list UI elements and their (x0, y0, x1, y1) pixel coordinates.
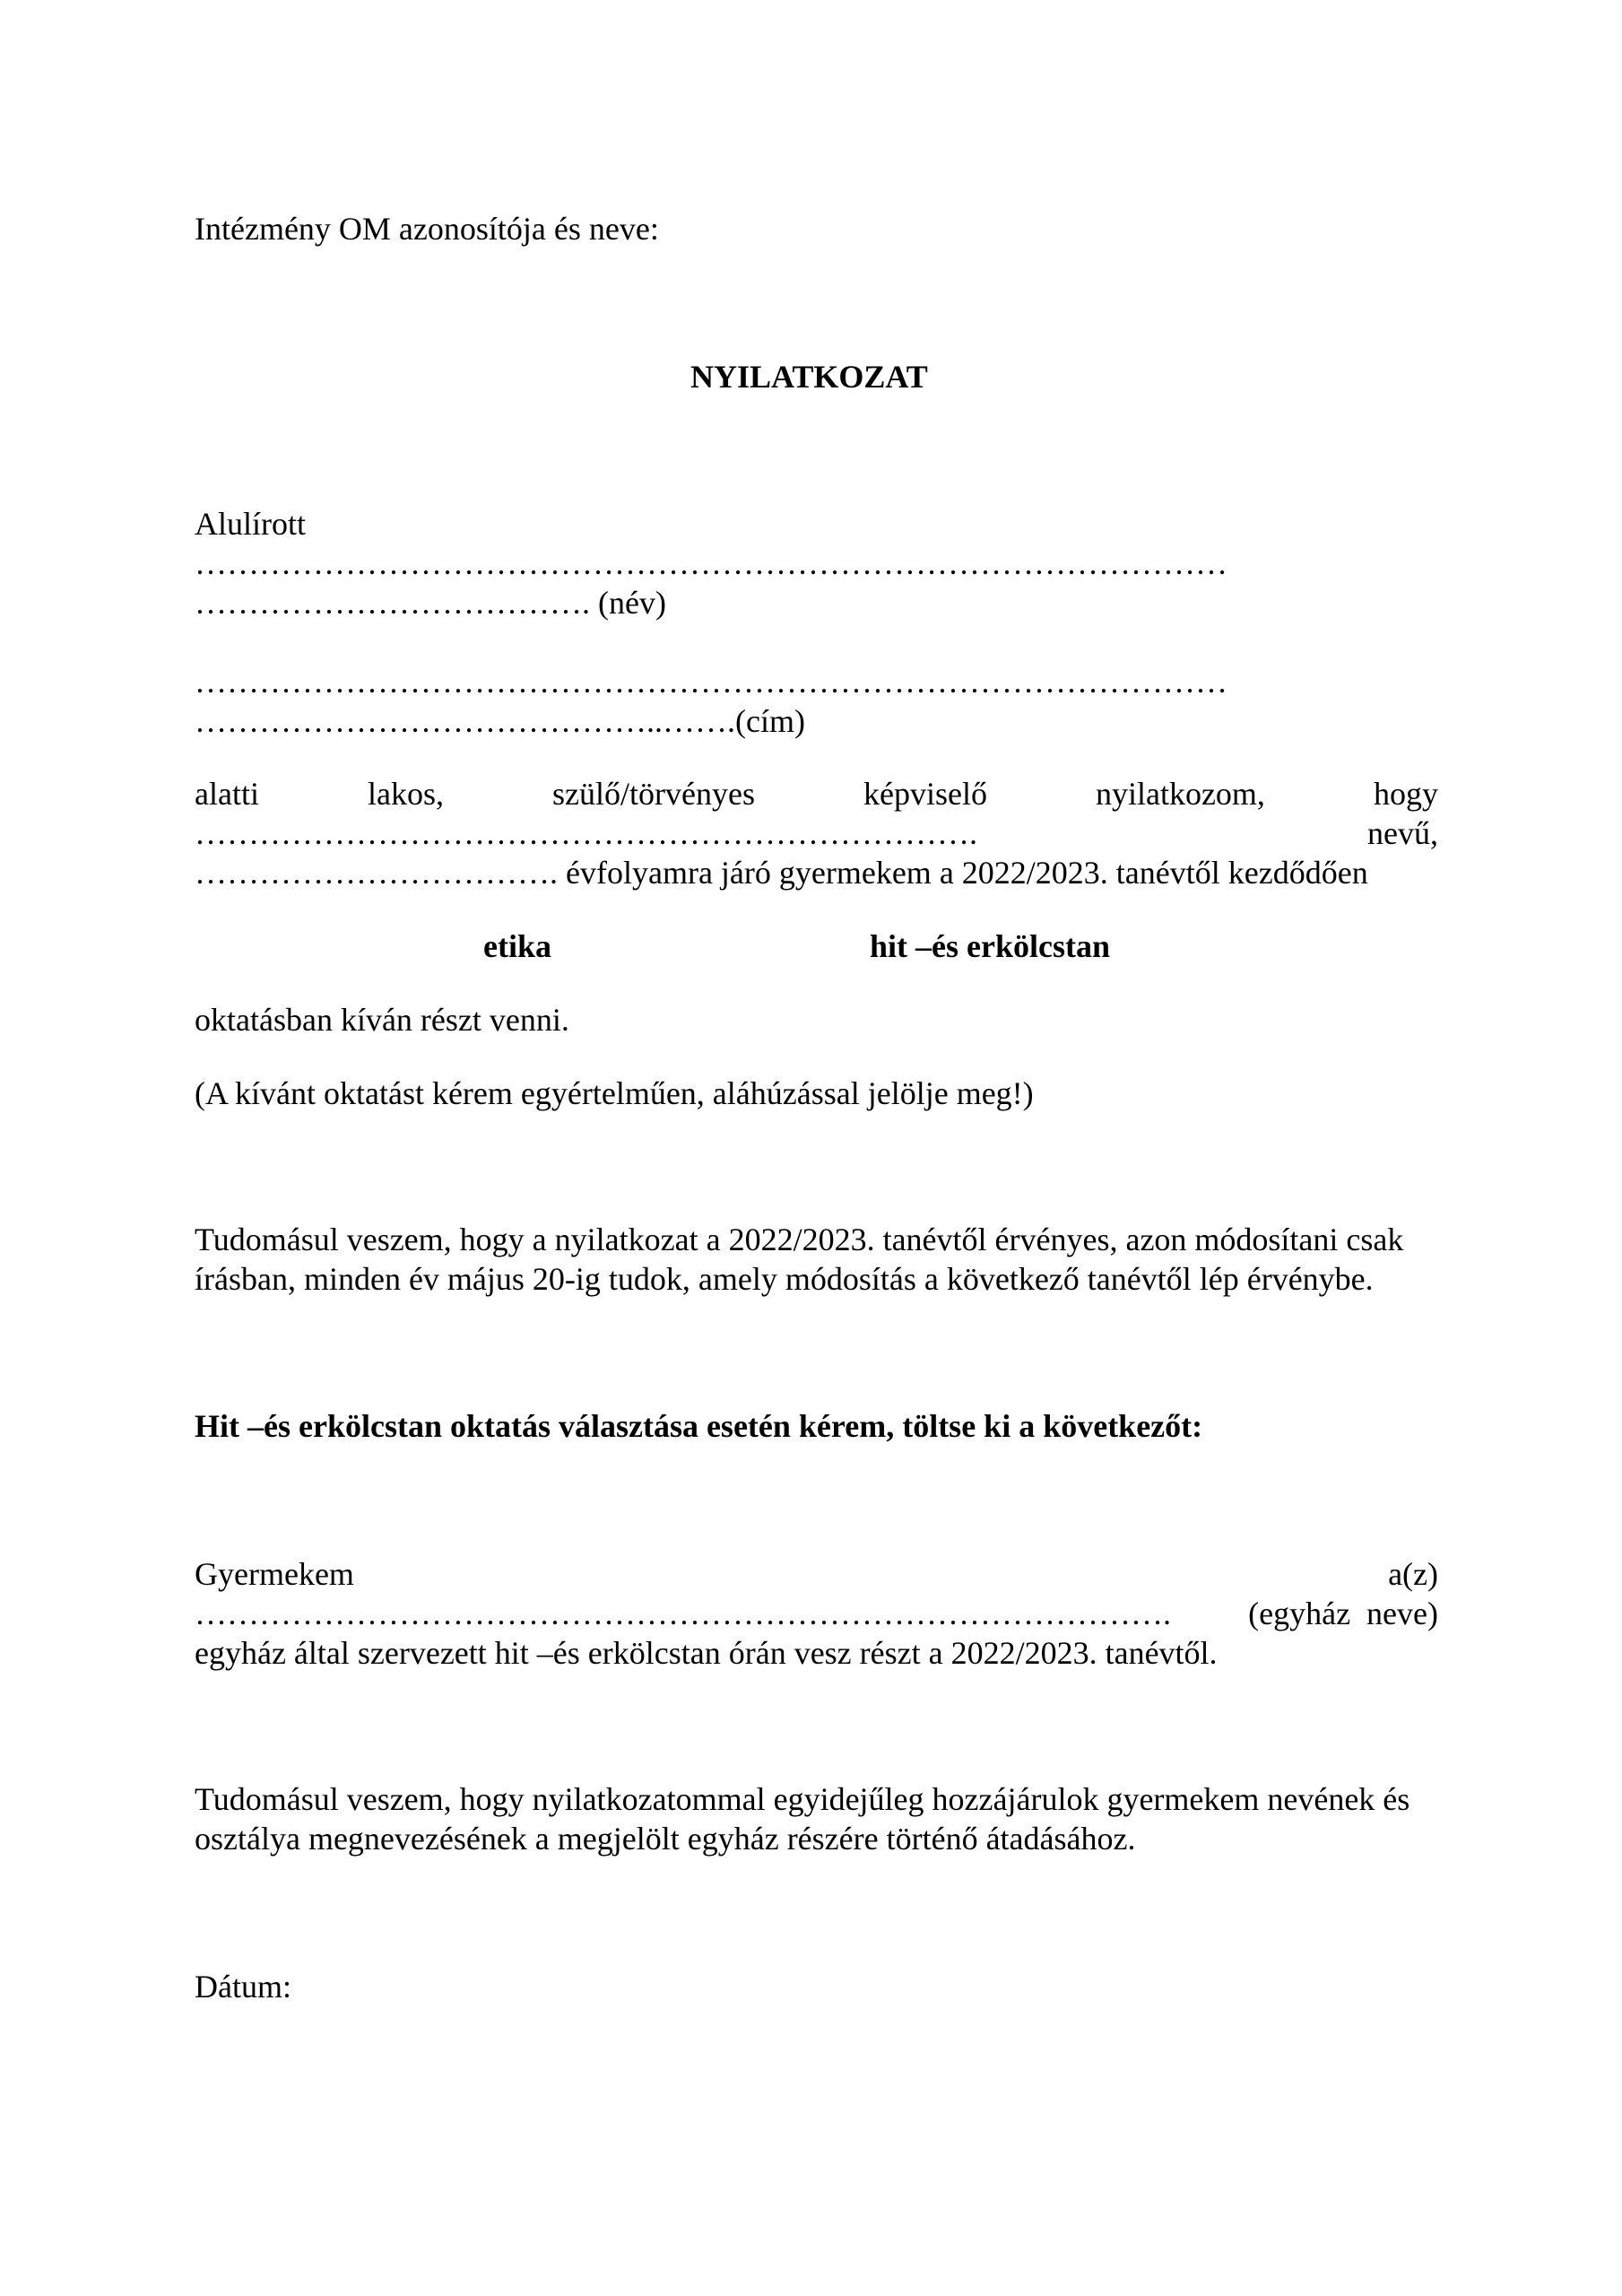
church-name-fill[interactable]: ………………………………………………………………………………. (195, 1596, 1171, 1631)
institution-label: Intézmény OM azonosítója és neve: (195, 211, 659, 247)
date-label: Dátum: (195, 1969, 291, 2005)
church-name-label: (egyház neve) (1248, 1596, 1438, 1631)
document-title: NYILATKOZAT (690, 359, 928, 395)
option-ethics[interactable]: etika (483, 928, 551, 964)
statement-line-1 (195, 774, 1438, 813)
statement-word: lakos, (367, 776, 444, 812)
option-religion[interactable]: hit –és erkölcstan (870, 928, 1110, 964)
statement-word: alatti (195, 776, 259, 812)
instruction-text: (A kívánt oktatást kérem egyértelműen, aláhúzással jelölje meg!) (195, 1075, 1034, 1111)
consent-line-2: osztálya megnevezésének a megjelölt egyház részére történő átadásához. (195, 1821, 1136, 1857)
faith-line-2 (195, 1594, 1438, 1633)
statement-line-2 (195, 813, 1438, 853)
declarant-intro: Alulírott (195, 506, 306, 542)
consent-line-1: Tudomásul veszem, hogy nyilatkozatommal egyidejűleg hozzájárulok gyermekem nevének és (195, 1781, 1410, 1817)
faith-line-3: egyház által szervezett hit –és erkölcstan órán vesz részt a 2022/2023. tanévtől. (195, 1635, 1218, 1671)
child-label: Gyermekem (195, 1556, 354, 1592)
statement-word: hogy (1373, 776, 1438, 812)
statement-word: nyilatkozom, (1095, 776, 1265, 812)
acknowledgement-line-2: írásban, minden év május 20-ig tudok, amely módosítás a következő tanévtől lép érvénybe. (195, 1261, 1374, 1297)
statement-line-3: ……………………………. évfolyamra járó gyermekem a 2022/2023. tanévtől kezdődően (195, 855, 1368, 891)
faith-line-1 (195, 1554, 1438, 1594)
address-fill-line-2[interactable]: ……………………………………..…….(cím) (195, 703, 805, 739)
statement-word: képviselő (863, 776, 987, 812)
address-fill-line-1[interactable]: …………………………………………………………………………………… (195, 664, 1227, 700)
child-name-fill[interactable]: ………………………………………………………………. (195, 815, 977, 851)
statement-word: szülő/törvényes (552, 776, 755, 812)
acknowledgement-line-1: Tudomásul veszem, hogy a nyilatkozat a 2022/2023. tanévtől érvényes, azon módosítani csak (195, 1222, 1404, 1257)
name-fill-line-1[interactable]: …………………………………………………………………………………… (195, 545, 1227, 581)
participation-text: oktatásban kíván részt venni. (195, 1002, 569, 1038)
name-fill-line-2[interactable]: ………………………………. (név) (195, 585, 666, 621)
article-label: a(z) (1388, 1556, 1438, 1592)
statement-name-suffix: nevű, (1367, 815, 1438, 851)
faith-section-heading: Hit –és erkölcstan oktatás választása esetén kérem, töltse ki a következőt: (195, 1408, 1203, 1444)
